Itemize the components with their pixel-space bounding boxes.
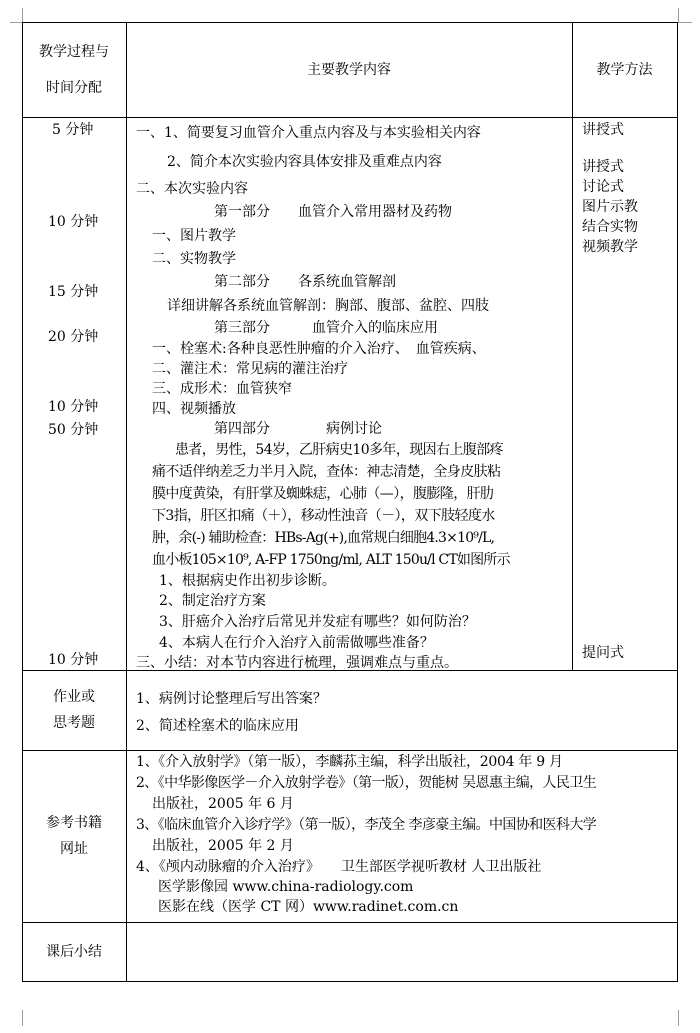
content-line: 膜中度黄染，有肝掌及蜘蛛痣，心肺（—），腹膨隆，肝肋 xyxy=(152,486,494,502)
header-label: 主要教学内容 xyxy=(307,61,391,78)
header-process-time xyxy=(22,22,126,117)
reference-line: 4、《颅内动脉瘤的介入治疗》 卫生部医学视听教材 人卫出版社 xyxy=(136,859,542,875)
content-line: 三、小结：对本节内容进行梳理，强调难点与重点。 xyxy=(136,655,458,671)
content-line: 1、根据病史作出初步诊断。 xyxy=(159,573,336,589)
method-label: 讨论式 xyxy=(582,179,624,195)
table-rule xyxy=(677,22,678,982)
content-line: 4、本病人在行介入治疗入前需做哪些准备？ xyxy=(159,635,434,651)
reference-line: 1、《介入放射学》（第一版），李麟荪主编，科学出版社，2004 年 9 月 xyxy=(136,754,563,770)
content-line: 详细讲解各系统血管解剖：胸部、腹部、盆腔、四肢 xyxy=(167,298,489,314)
corner-mark xyxy=(16,8,23,22)
content-line: 第一部分 血管介入常用器材及药物 xyxy=(214,204,452,220)
time-allocation: 5 分钟 xyxy=(52,122,94,138)
corner-mark xyxy=(678,8,679,22)
time-allocation: 10 分钟 xyxy=(48,214,99,230)
content-line: 痛不适伴纳差乏力半月入院，查体：神志清楚，全身皮肤粘 xyxy=(152,464,501,480)
content-line: 一、1、简要复习血管介入重点内容及与本实验相关内容 xyxy=(136,125,481,141)
method-label: 图片示教 xyxy=(582,199,638,215)
homework-label xyxy=(22,670,126,750)
method-label: 视频教学 xyxy=(582,239,638,255)
content-line: 四、视频播放 xyxy=(152,401,236,417)
content-line: 一、图片教学 xyxy=(152,228,236,244)
corner-mark xyxy=(10,22,22,23)
homework-item: 1、病例讨论整理后写出答案？ xyxy=(136,691,327,707)
content-line: 第三部分 血管介入的临床应用 xyxy=(214,320,438,336)
content-line: 3、肝癌介入治疗后常见并发症有哪些？如何防治？ xyxy=(159,614,476,630)
time-allocation: 15 分钟 xyxy=(48,284,99,300)
summary-label-text: 课后小结 xyxy=(46,943,102,960)
content-line: 二、灌注术：常见病的灌注治疗 xyxy=(152,361,348,377)
references-label-line: 参考书籍 xyxy=(46,815,102,831)
content-line: 下3指，肝区扣痛（＋），移动性浊音（－），双下肢轻度水 xyxy=(152,508,495,524)
method-label: 讲授式 xyxy=(582,122,624,138)
time-allocation: 20 分钟 xyxy=(48,329,99,345)
reference-line: 3、《临床血管介入诊疗学》（第一版），李茂全 李彦豪主编。中国协和医科大学 xyxy=(136,817,597,833)
header-content xyxy=(126,22,572,117)
homework-label-line: 作业或 xyxy=(53,689,95,705)
time-allocation: 10 分钟 xyxy=(48,652,99,668)
method-label: 结合实物 xyxy=(582,219,638,235)
content-line: 血小板105×10⁹, A-FP 1750ng/ml, ALT 150u/l CT如图所示 xyxy=(152,552,510,568)
content-line: 患者，男性，54岁，乙肝病史10多年，现因右上腹部疼 xyxy=(175,442,504,458)
homework-label-line: 思考题 xyxy=(53,715,95,731)
reference-line: 医影在线（医学 CT 网）www.radinet.com.cn xyxy=(158,899,459,915)
homework-item: 2、简述栓塞术的临床应用 xyxy=(136,718,299,734)
corner-mark xyxy=(678,1010,679,1026)
content-line: 一、栓塞术:各种良恶性肿瘤的介入治疗、 血管疾病、 xyxy=(152,341,486,357)
method-label: 讲授式 xyxy=(582,159,624,175)
reference-line: 2、《中华影像医学－介入放射学卷》（第一版），贺能树 吴恩惠主编，人民卫生 xyxy=(136,775,597,791)
content-line: 二、实物教学 xyxy=(152,251,236,267)
method-label: 提问式 xyxy=(582,645,624,661)
content-line: 2、制定治疗方案 xyxy=(159,593,266,609)
table-rule xyxy=(22,981,678,982)
references-label xyxy=(22,750,126,922)
content-line: 二、本次实验内容 xyxy=(136,181,248,197)
reference-line: 出版社，2005 年 6 月 xyxy=(152,796,294,812)
reference-line: 医学影像园 www.china-radiology.com xyxy=(158,879,414,895)
references-label-line: 网址 xyxy=(60,841,88,857)
reference-line: 出版社，2005 年 2 月 xyxy=(152,838,294,854)
content-line: 肿，余(-) 辅助检查：HBs-Ag(+),血常规白细胞4.3×10⁹/L, xyxy=(152,530,495,546)
header-method xyxy=(572,22,677,117)
time-allocation: 10 分钟 xyxy=(48,399,99,415)
corner-mark xyxy=(678,22,692,23)
header-label: 教学过程与 xyxy=(39,43,109,60)
content-line: 第二部分 各系统血管解剖 xyxy=(214,274,396,290)
table-rule xyxy=(572,22,573,670)
header-label: 教学方法 xyxy=(596,61,653,78)
time-allocation: 50 分钟 xyxy=(48,422,99,438)
header-label: 时间分配 xyxy=(46,79,102,96)
content-line: 2、简介本次实验内容具体安排及重难点内容 xyxy=(167,154,442,170)
summary-label xyxy=(22,922,126,981)
lesson-plan-table xyxy=(22,22,678,982)
content-line: 三、成形术：血管狭窄 xyxy=(152,381,292,397)
content-line: 第四部分 病例讨论 xyxy=(214,421,382,437)
summary-content-area[interactable] xyxy=(126,922,677,981)
table-rule xyxy=(126,22,127,982)
corner-mark xyxy=(22,1010,23,1026)
table-rule xyxy=(22,117,678,118)
